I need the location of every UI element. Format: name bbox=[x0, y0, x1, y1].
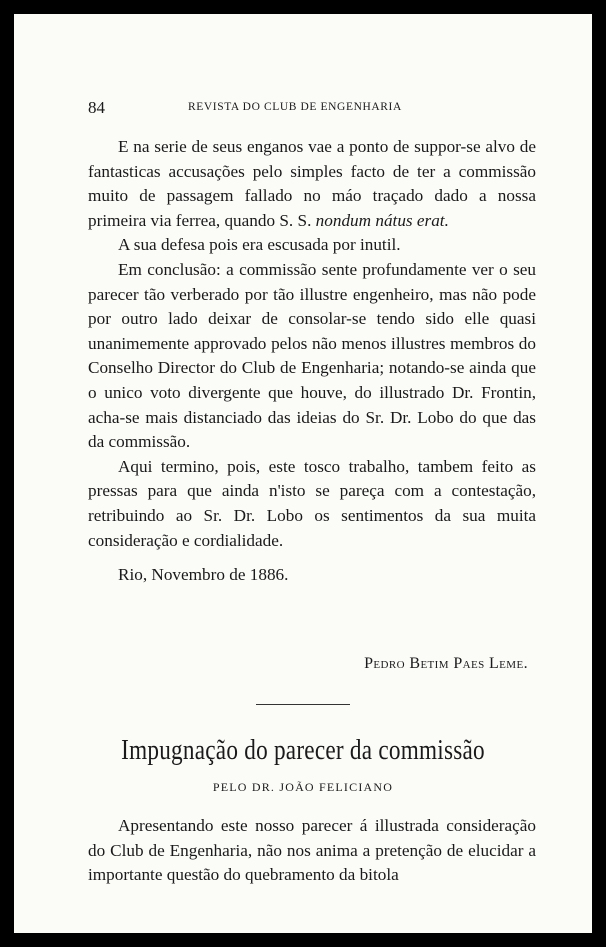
paragraph-1-text: E na serie de seus enganos vae a ponto de suppor-se alvo de fantasticas accusações pelo simples facto de ter a commissão muito de passagem fallado no máo traçado dado a nossa primeira via ferrea, quando S. S. bbox=[88, 137, 536, 230]
section-body bbox=[88, 814, 536, 888]
page-header bbox=[88, 98, 520, 118]
paragraph-1 bbox=[88, 135, 536, 233]
latin-phrase: nondum nátus erat. bbox=[315, 210, 449, 230]
paragraph-2: A sua defesa pois era escusada por inutil. bbox=[118, 235, 401, 255]
paragraph-4: Aqui termino, pois, este tosco trabalho, tambem feito as pressas para que ainda n'isto se pareça com a contestação, retribuindo ao Sr. Dr. Lobo os sentimentos da sua muita consideração e cordialidade. bbox=[88, 456, 536, 550]
article-body bbox=[88, 135, 536, 588]
section-author: PELO DR. JOÃO FELICIANO bbox=[212, 780, 394, 794]
section-paragraph-1: Apresentando este nosso parecer á illustrada consideração do Club de Engenharia, não nos anima a pretenção de elucidar a importante questão do quebramento da bitola bbox=[88, 816, 536, 885]
paragraph-3: Em conclusão: a commissão sente profundamente ver o seu parecer tão verberado por tão illustre engenheiro, mas não pode por outro lado deixar de consolar-se tendo sido elle quasi unanimemente approvado pelos não menos illustres membros do Conselho Director do Club de Engenharia; notando-se ainda que o unico voto divergente que houve, do illustrado Dr. Frontin, acha-se mais distanciado das ideias do Sr. Dr. Lobo do que das da commissão. bbox=[88, 259, 536, 452]
page-number: 84 bbox=[88, 98, 105, 117]
section-title: Impugnação do parecer da commissão bbox=[121, 734, 485, 766]
document-page bbox=[14, 14, 592, 933]
running-head: REVISTA DO CLUB DE ENGENHARIA bbox=[188, 101, 402, 113]
section-divider bbox=[256, 704, 350, 705]
author-signature: Pedro Betim Paes Leme. bbox=[364, 655, 528, 672]
closing-date: Rio, Novembro de 1886. bbox=[118, 565, 289, 585]
